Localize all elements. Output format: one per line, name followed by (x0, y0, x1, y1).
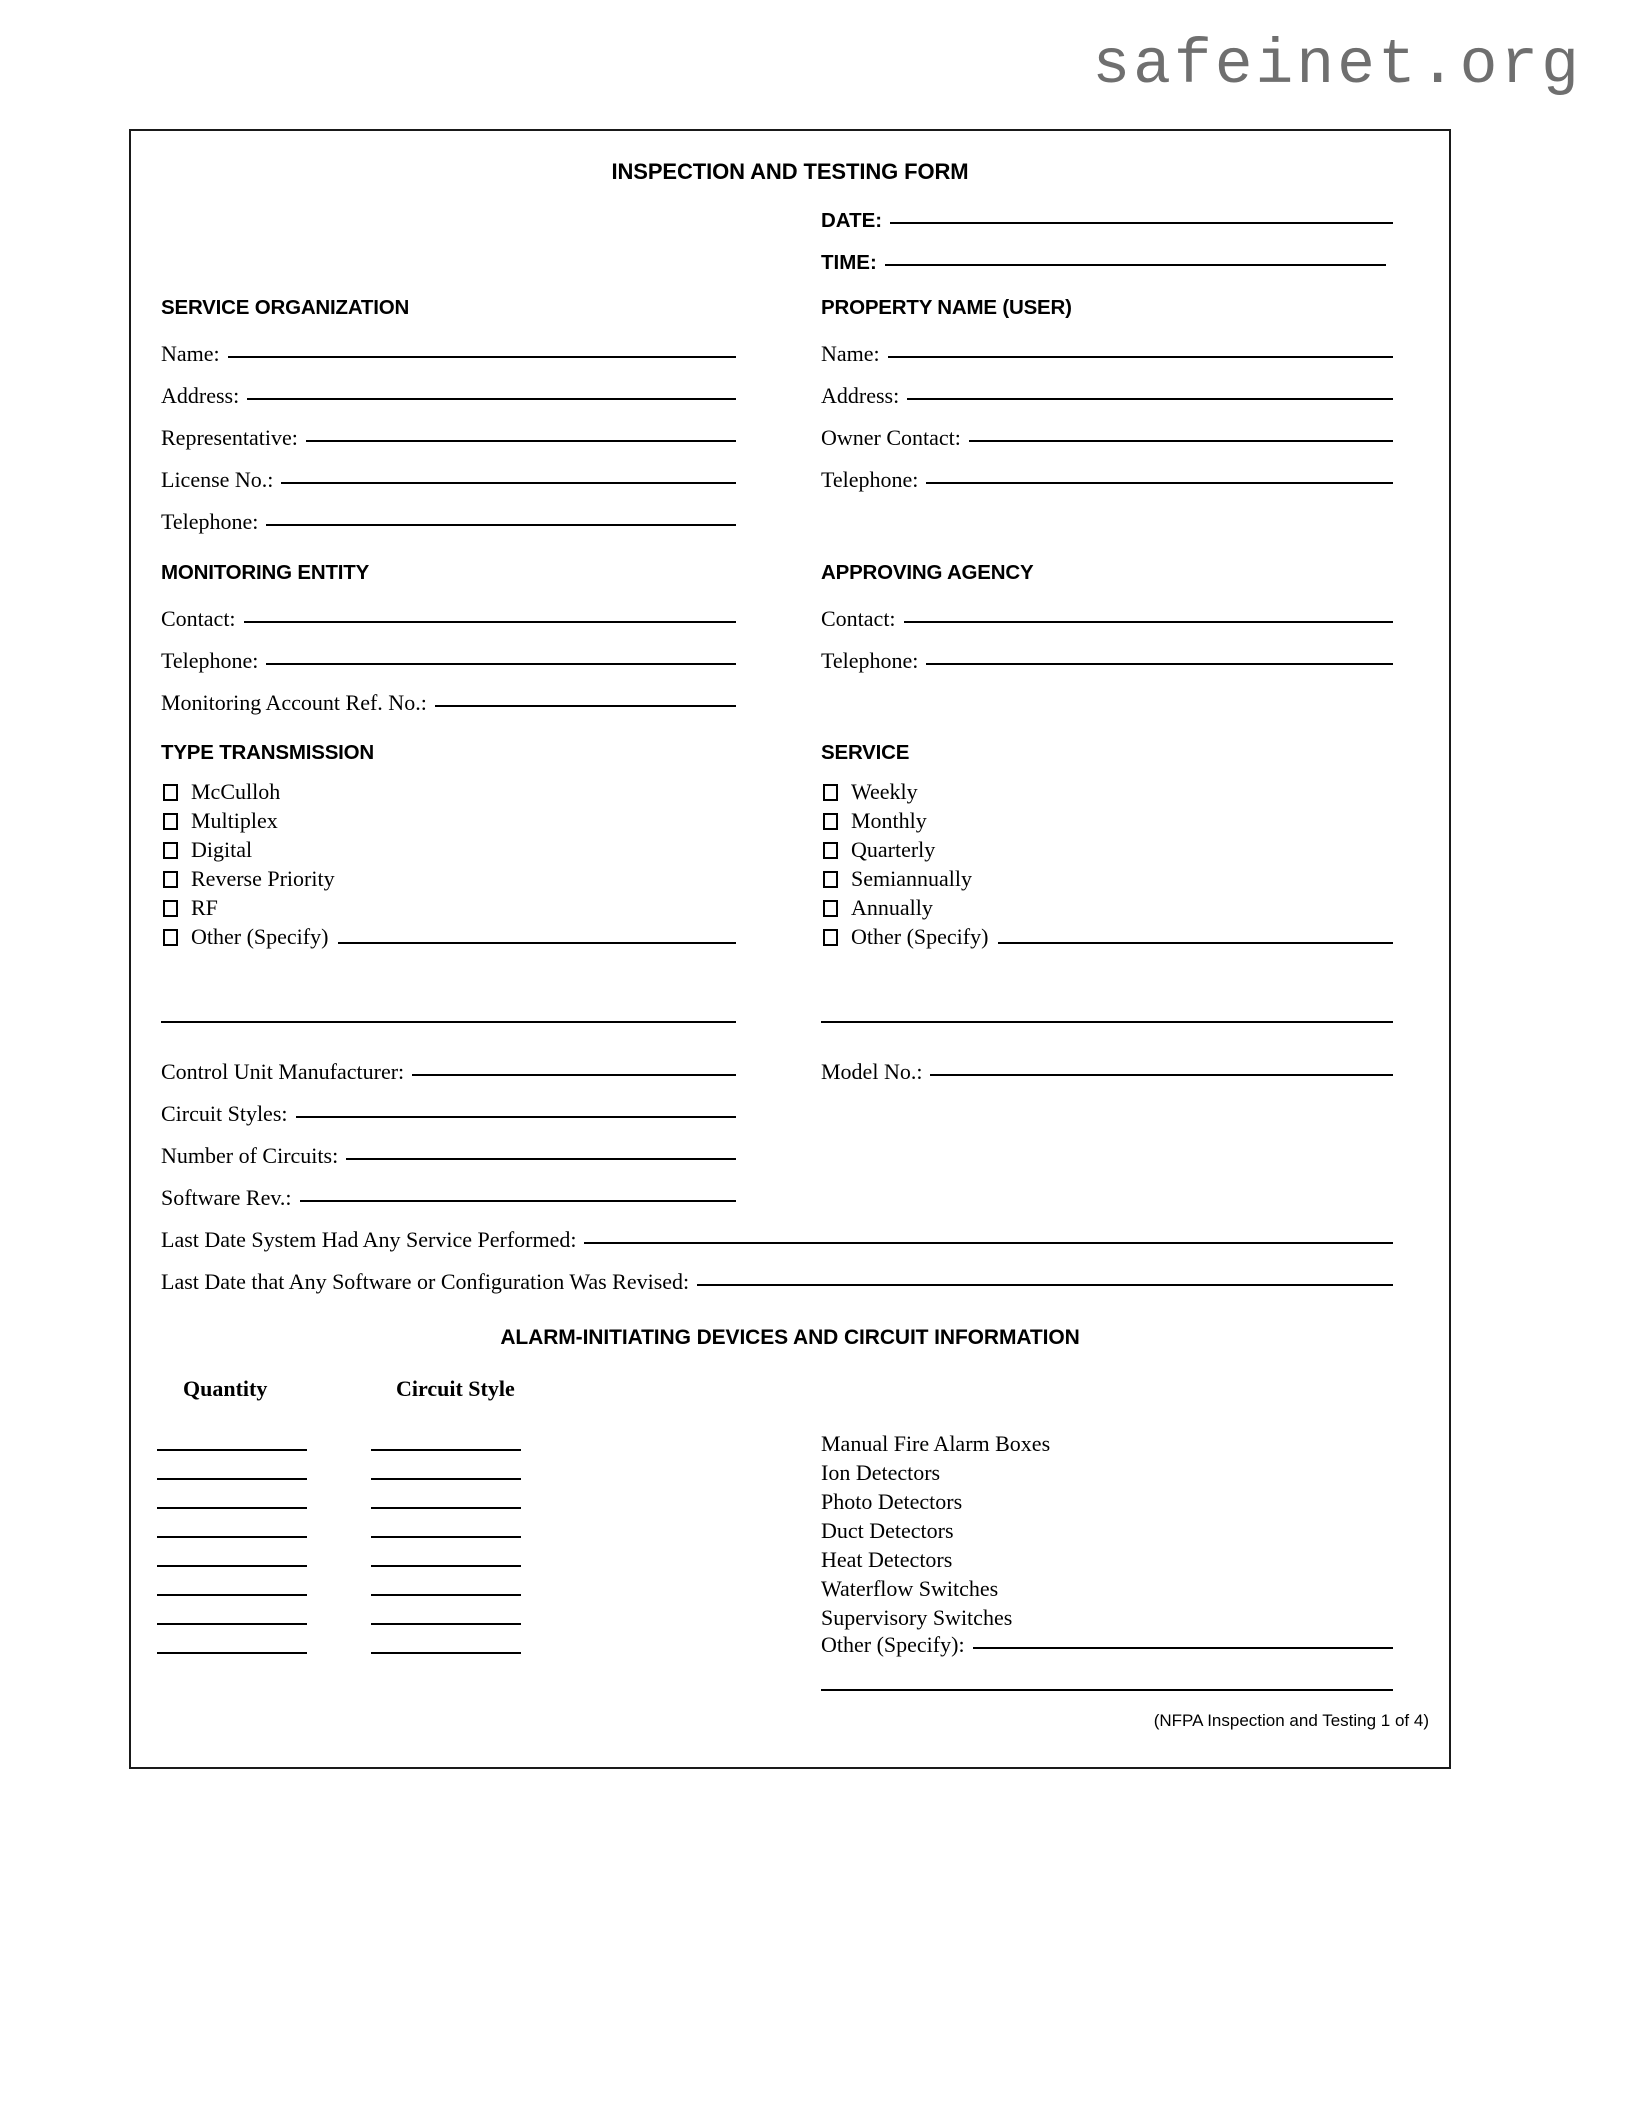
model-no-input-rule[interactable] (930, 1074, 1393, 1076)
aa-contact-field[interactable] (821, 608, 1393, 630)
time-input-rule[interactable] (885, 264, 1386, 266)
me-telephone-label: Telephone: (161, 648, 259, 673)
me-account-ref-input-rule[interactable] (435, 705, 736, 707)
form-page-border (129, 129, 1451, 1769)
circuit-styles-field[interactable] (161, 1103, 736, 1125)
transmission-other-input-rule[interactable] (338, 942, 736, 944)
circuit-style-blank-line[interactable] (371, 1594, 521, 1596)
transmission-option-reverse-priority[interactable] (163, 868, 335, 890)
so-telephone-input-rule[interactable] (266, 524, 736, 526)
device-label-heat-detectors: Heat Detectors (821, 1547, 953, 1572)
checkbox-icon[interactable] (823, 871, 838, 888)
quantity-blank-line[interactable] (157, 1652, 307, 1654)
circuit-style-blank-line[interactable] (371, 1478, 521, 1480)
column-header-quantity: Quantity (183, 1376, 268, 1401)
pn-name-input-rule[interactable] (888, 356, 1393, 358)
pn-owner-contact-field[interactable] (821, 427, 1393, 449)
me-contact-field[interactable] (161, 608, 736, 630)
checkbox-icon[interactable] (823, 900, 838, 917)
last-service-date-field[interactable] (161, 1229, 1393, 1251)
model-no-label: Model No.: (821, 1059, 923, 1084)
number-of-circuits-label: Number of Circuits: (161, 1143, 339, 1168)
pn-telephone-field[interactable] (821, 469, 1393, 491)
device-label-manual-fire-alarm-boxes: Manual Fire Alarm Boxes (821, 1431, 1051, 1456)
device-label-waterflow-switches: Waterflow Switches (821, 1576, 999, 1601)
service-option-quarterly[interactable] (823, 839, 935, 861)
control-unit-manufacturer-input-rule[interactable] (412, 1074, 736, 1076)
pn-address-field[interactable] (821, 385, 1393, 407)
transmission-option-mcculloh[interactable] (163, 781, 280, 803)
so-telephone-field[interactable] (161, 511, 736, 533)
service-option-monthly[interactable] (823, 810, 927, 832)
alarm-other-field[interactable] (821, 1634, 1393, 1656)
transmission-option-multiplex[interactable] (163, 810, 278, 832)
device-label-supervisory-switches: Supervisory Switches (821, 1605, 1013, 1630)
option-label: McCulloh (191, 779, 281, 804)
page-footer-note: (NFPA Inspection and Testing 1 of 4) (1153, 1711, 1429, 1730)
last-software-revision-date-field[interactable] (161, 1271, 1393, 1293)
so-license-field[interactable] (161, 469, 736, 491)
aa-telephone-field[interactable] (821, 650, 1393, 672)
option-label: Reverse Priority (191, 866, 335, 891)
option-label: Other (Specify) (851, 924, 989, 949)
aa-telephone-label: Telephone: (821, 648, 919, 673)
option-label: RF (191, 895, 218, 920)
time-field[interactable] (821, 253, 1386, 274)
checkbox-icon[interactable] (823, 929, 838, 946)
pn-owner-contact-label: Owner Contact: (821, 425, 961, 450)
pn-name-label: Name: (821, 341, 880, 366)
pn-address-input-rule[interactable] (907, 398, 1393, 400)
pn-owner-contact-input-rule[interactable] (969, 440, 1393, 442)
option-label: Annually (851, 895, 933, 920)
last-service-date-label: Last Date System Had Any Service Performed: (161, 1227, 577, 1252)
service-option-weekly[interactable] (823, 781, 918, 803)
circuit-style-blank-line[interactable] (371, 1507, 521, 1509)
monitoring-entity-heading: MONITORING ENTITY (161, 561, 370, 584)
alarm-other-label: Other (Specify): (821, 1632, 965, 1657)
last-service-date-input-rule[interactable] (584, 1242, 1393, 1244)
service-other-input-rule[interactable] (998, 942, 1393, 944)
number-of-circuits-input-rule[interactable] (346, 1158, 736, 1160)
date-label: DATE: (821, 209, 883, 232)
checkbox-icon[interactable] (163, 813, 178, 830)
so-representative-input-rule[interactable] (306, 440, 736, 442)
service-option-annually[interactable] (823, 897, 933, 919)
so-license-input-rule[interactable] (281, 482, 736, 484)
transmission-other-continuation-rule[interactable] (161, 1021, 736, 1023)
alarm-section-title: ALARM-INITIATING DEVICES AND CIRCUIT INFORMATION (500, 1326, 1080, 1349)
aa-telephone-input-rule[interactable] (926, 663, 1393, 665)
quantity-blank-line[interactable] (157, 1565, 307, 1567)
circuit-style-blank-line[interactable] (371, 1623, 521, 1625)
page-title: INSPECTION AND TESTING FORM (611, 159, 969, 184)
software-rev-input-rule[interactable] (300, 1200, 736, 1202)
service-option-semiannually[interactable] (823, 868, 972, 890)
me-contact-input-rule[interactable] (244, 621, 736, 623)
aa-contact-label: Contact: (821, 606, 896, 631)
last-software-revision-date-label: Last Date that Any Software or Configuration Was Revised: (161, 1269, 690, 1294)
option-label: Semiannually (851, 866, 972, 891)
so-name-label: Name: (161, 341, 220, 366)
circuit-style-blank-line[interactable] (371, 1449, 521, 1451)
property-name-heading: PROPERTY NAME (USER) (821, 296, 1072, 319)
circuit-style-blank-line[interactable] (371, 1565, 521, 1567)
pn-telephone-input-rule[interactable] (926, 482, 1393, 484)
me-contact-label: Contact: (161, 606, 236, 631)
checkbox-icon[interactable] (823, 813, 838, 830)
so-license-label: License No.: (161, 467, 274, 492)
approving-agency-heading: APPROVING AGENCY (821, 561, 1034, 584)
me-telephone-input-rule[interactable] (266, 663, 736, 665)
alarm-other-input-rule[interactable] (973, 1647, 1393, 1649)
quantity-blank-line[interactable] (157, 1536, 307, 1538)
so-telephone-label: Telephone: (161, 509, 259, 534)
so-name-input-rule[interactable] (228, 356, 736, 358)
pn-name-field[interactable] (821, 343, 1393, 365)
type-transmission-heading: TYPE TRANSMISSION (161, 741, 375, 764)
checkbox-icon[interactable] (163, 871, 178, 888)
so-address-field[interactable] (161, 385, 736, 407)
so-representative-field[interactable] (161, 427, 736, 449)
alarm-other-continuation-rule[interactable] (821, 1689, 1393, 1691)
service-other-continuation-rule[interactable] (821, 1021, 1393, 1023)
option-label: Digital (191, 837, 253, 862)
me-account-ref-label: Monitoring Account Ref. No.: (161, 690, 427, 715)
quantity-blank-line[interactable] (157, 1478, 307, 1480)
circuit-style-blank-line[interactable] (371, 1652, 521, 1654)
form-content (131, 131, 1449, 1767)
checkbox-icon[interactable] (163, 900, 178, 917)
date-input-rule[interactable] (890, 222, 1393, 224)
device-label-ion-detectors: Ion Detectors (821, 1460, 941, 1485)
so-address-label: Address: (161, 383, 240, 408)
site-watermark: safeinet.org (1092, 30, 1582, 101)
option-label: Quarterly (851, 837, 936, 862)
me-account-ref-field[interactable] (161, 692, 736, 714)
software-rev-field[interactable] (161, 1187, 736, 1209)
control-unit-manufacturer-label: Control Unit Manufacturer: (161, 1059, 405, 1084)
quantity-blank-line[interactable] (157, 1507, 307, 1509)
last-software-revision-date-input-rule[interactable] (697, 1284, 1393, 1286)
number-of-circuits-field[interactable] (161, 1145, 736, 1167)
option-label: Monthly (851, 808, 927, 833)
quantity-blank-line[interactable] (157, 1594, 307, 1596)
quantity-blank-line[interactable] (157, 1449, 307, 1451)
so-address-input-rule[interactable] (247, 398, 736, 400)
control-unit-manufacturer-field[interactable] (161, 1061, 736, 1083)
software-rev-label: Software Rev.: (161, 1185, 292, 1210)
pn-telephone-label: Telephone: (821, 467, 919, 492)
service-frequency-heading: SERVICE (821, 741, 910, 764)
me-telephone-field[interactable] (161, 650, 736, 672)
option-label: Weekly (851, 779, 918, 804)
device-label-photo-detectors: Photo Detectors (821, 1489, 963, 1514)
pn-address-label: Address: (821, 383, 900, 408)
option-label: Multiplex (191, 808, 278, 833)
checkbox-icon[interactable] (823, 842, 838, 859)
circuit-style-blank-line[interactable] (371, 1536, 521, 1538)
transmission-option-other[interactable] (163, 926, 736, 948)
service-option-other[interactable] (823, 926, 1393, 948)
time-label: TIME: (821, 251, 877, 274)
checkbox-icon[interactable] (823, 784, 838, 801)
column-header-circuit-style: Circuit Style (396, 1376, 515, 1401)
checkbox-icon[interactable] (163, 929, 178, 946)
transmission-option-digital[interactable] (163, 839, 252, 861)
checkbox-icon[interactable] (163, 842, 178, 859)
quantity-blank-line[interactable] (157, 1623, 307, 1625)
circuit-styles-label: Circuit Styles: (161, 1101, 288, 1126)
device-label-duct-detectors: Duct Detectors (821, 1518, 954, 1543)
circuit-styles-input-rule[interactable] (296, 1116, 737, 1118)
date-field[interactable] (821, 211, 1393, 232)
so-name-field[interactable] (161, 343, 736, 365)
transmission-option-rf[interactable] (163, 897, 218, 919)
aa-contact-input-rule[interactable] (904, 621, 1393, 623)
option-label: Other (Specify) (191, 924, 329, 949)
model-no-field[interactable] (821, 1061, 1393, 1083)
so-representative-label: Representative: (161, 425, 298, 450)
service-organization-heading: SERVICE ORGANIZATION (161, 296, 410, 319)
checkbox-icon[interactable] (163, 784, 178, 801)
